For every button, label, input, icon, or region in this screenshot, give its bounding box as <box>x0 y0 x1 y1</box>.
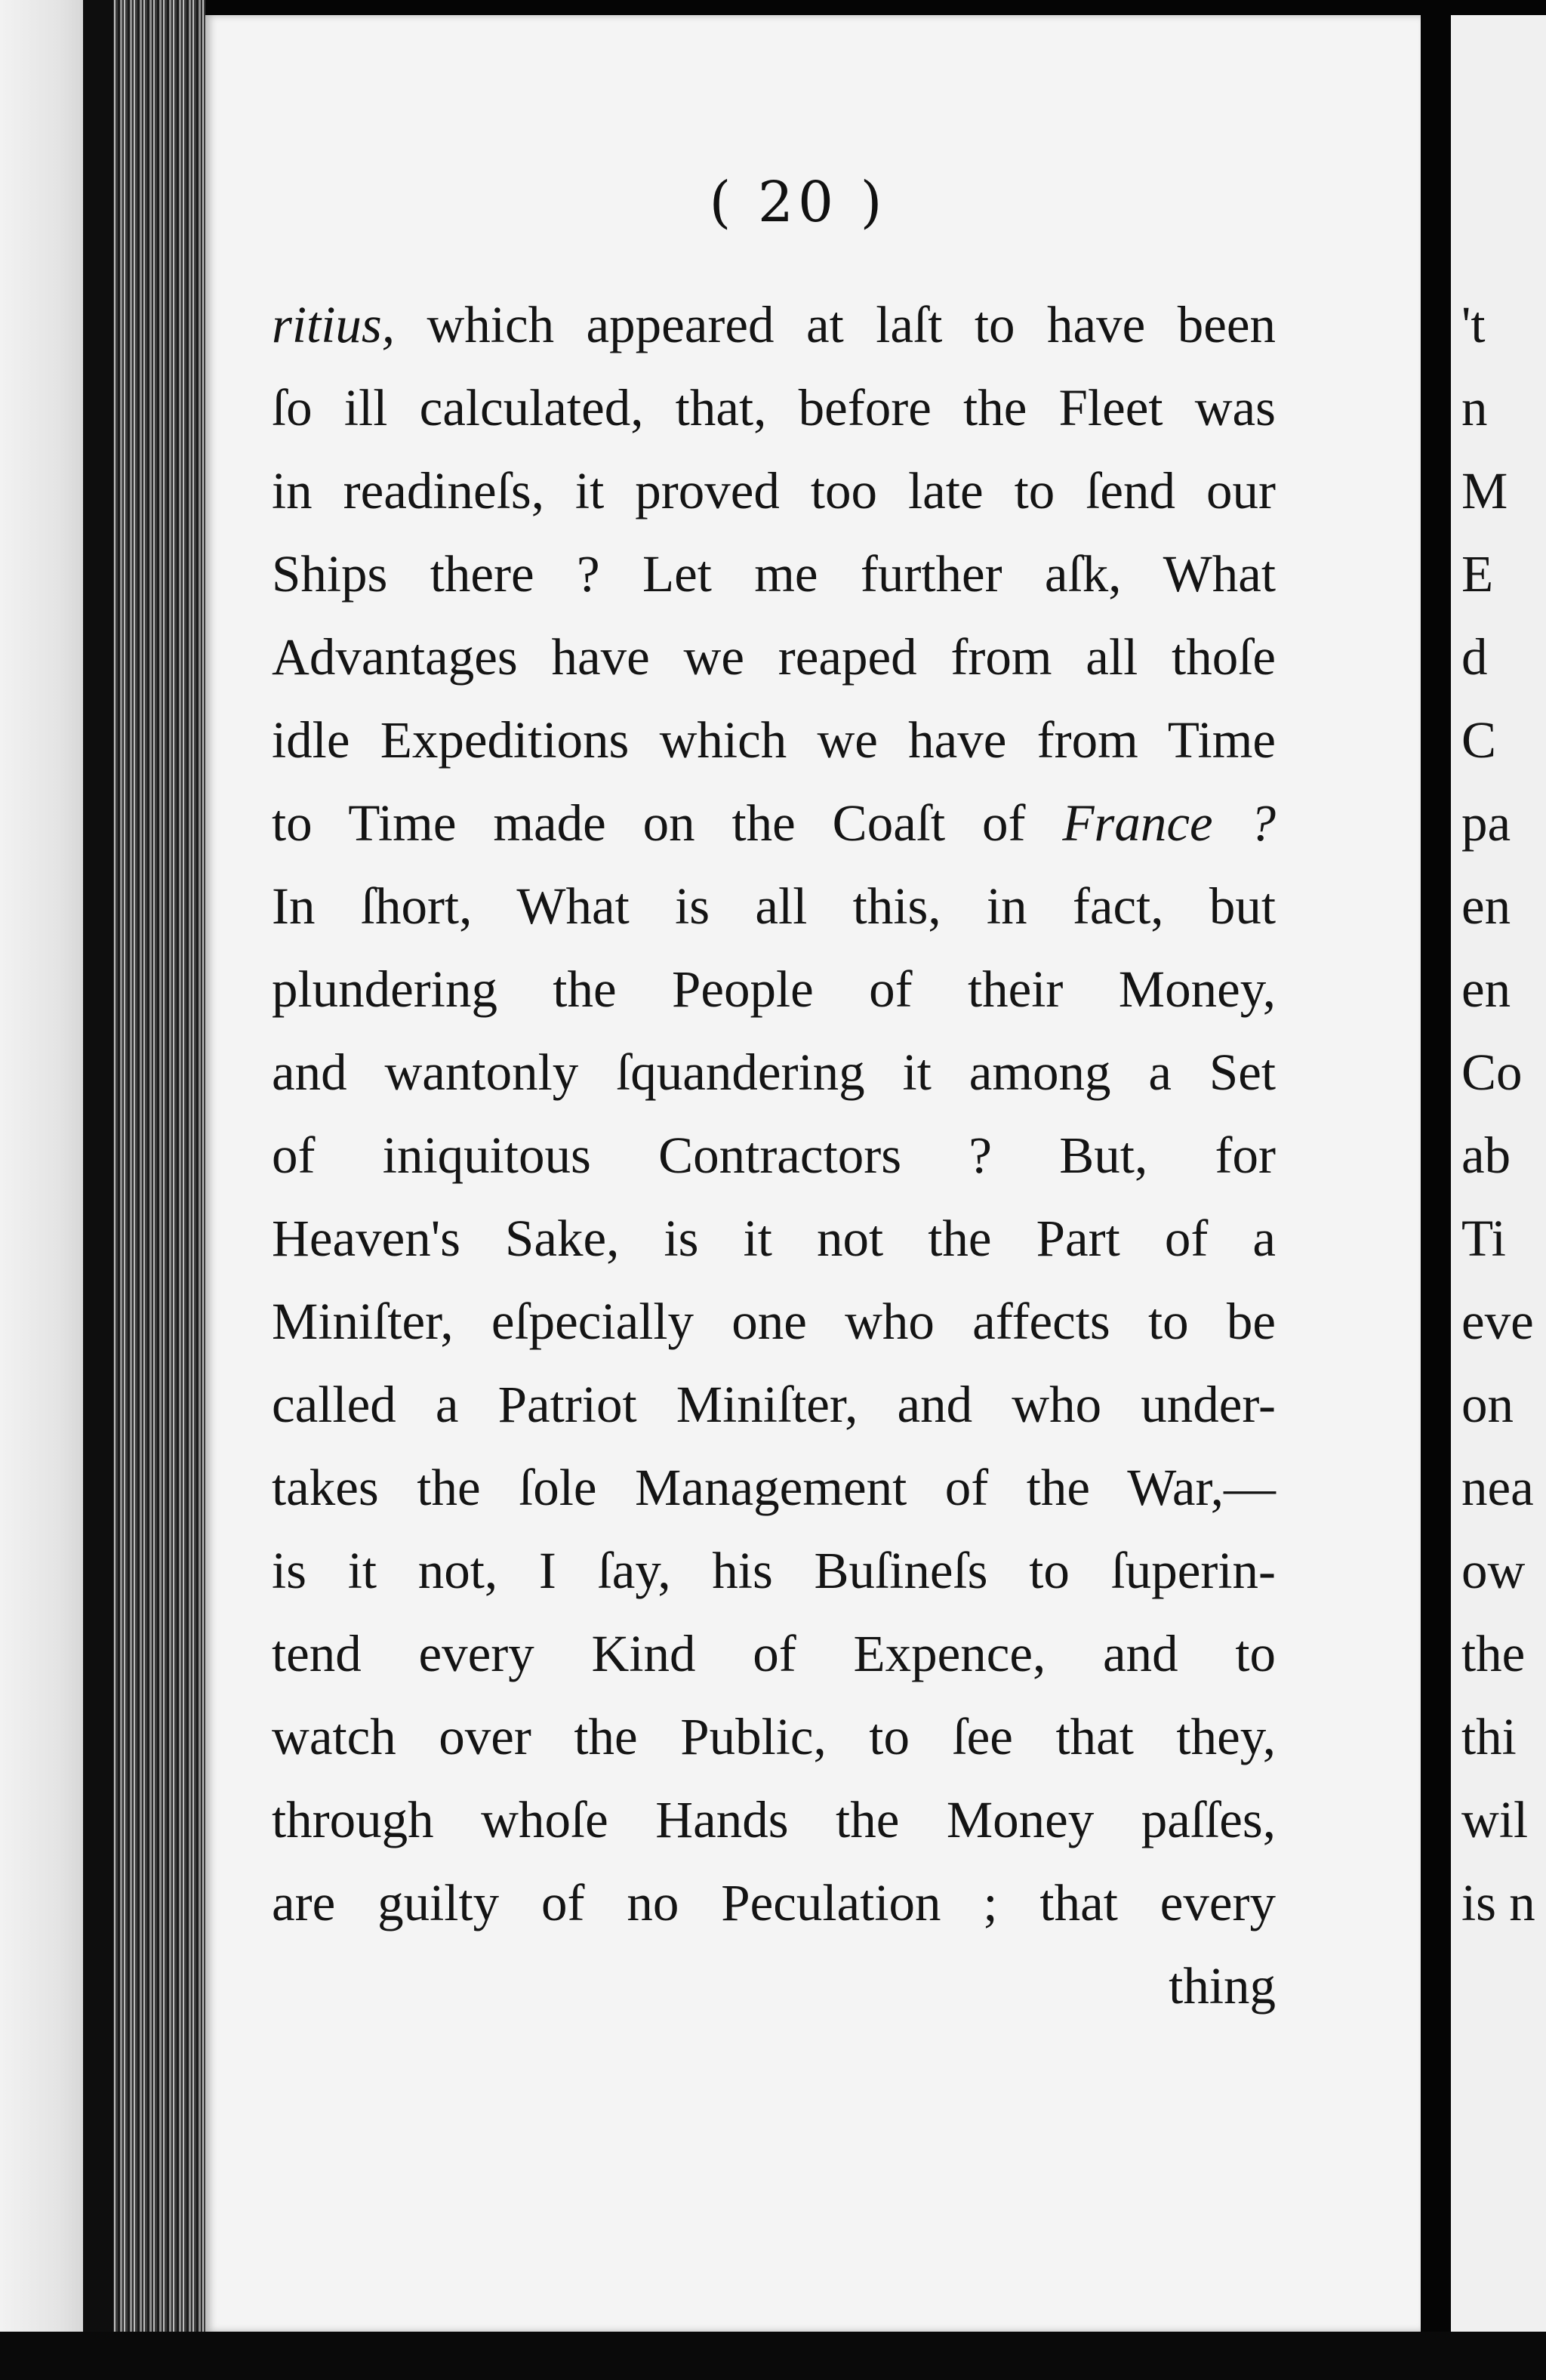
text-line-body: is it not, I ſay, his Buſineſs to ſuperin- <box>272 1542 1276 1599</box>
facing-line: Ti <box>1461 1210 1506 1267</box>
facing-line: wil <box>1461 1791 1529 1848</box>
text-line-body: tend every Kind of Expence, and to <box>272 1625 1276 1682</box>
text-line-body: which appeared at laſt to have been <box>394 296 1276 353</box>
text-line <box>272 1612 1276 1695</box>
text-line <box>272 1031 1276 1114</box>
text-line <box>272 1446 1276 1529</box>
facing-page-text <box>1461 283 1535 1944</box>
text-line <box>272 1114 1276 1197</box>
facing-line: M <box>1461 462 1508 519</box>
text-line <box>272 1695 1276 1778</box>
facing-line: n <box>1461 379 1488 436</box>
left-page <box>205 15 1421 2332</box>
text-line-body: In ſhort, What is all this, in fact, but <box>272 877 1276 935</box>
facing-line: eve <box>1461 1293 1534 1350</box>
right-page-fragment <box>1451 15 1546 2332</box>
facing-line: ab <box>1461 1127 1511 1184</box>
facing-line: 't <box>1461 296 1486 353</box>
text-line <box>272 283 1276 366</box>
scan-border <box>0 2332 1546 2380</box>
text-line-body: are guilty of no Peculation ; that every <box>272 1874 1276 1931</box>
text-line <box>272 865 1276 948</box>
text-line-body: through whoſe Hands the Money paſſes, <box>272 1791 1276 1848</box>
catchword: thing <box>1169 1957 1276 2015</box>
text-line <box>272 1363 1276 1446</box>
facing-line: the <box>1461 1625 1526 1682</box>
text-line <box>272 366 1276 449</box>
page-edges-shadow <box>83 0 113 2380</box>
text-line <box>272 1861 1276 1944</box>
text-line-body: Advantages have we reaped from all thoſe <box>272 628 1276 686</box>
text-line <box>272 1529 1276 1612</box>
facing-line: on <box>1461 1376 1514 1433</box>
text-line-body: called a Patriot Miniſter, and who under- <box>272 1376 1276 1433</box>
text-line <box>272 948 1276 1031</box>
text-line <box>272 1280 1276 1363</box>
book-gutter <box>1421 0 1451 2380</box>
text-line-body: and wantonly ſquandering it among a Set <box>272 1044 1276 1101</box>
text-line <box>272 1197 1276 1280</box>
text-line <box>272 532 1276 615</box>
facing-line: E <box>1461 545 1494 603</box>
text-line-body: Heaven's Sake, is it not the Part of a <box>272 1210 1276 1267</box>
text-line-body: idle Expeditions which we have from Time <box>272 711 1276 769</box>
text-line-body: watch over the Public, to ſee that they, <box>272 1708 1276 1765</box>
facing-line: en <box>1461 877 1511 935</box>
page-number: ( 20 ) <box>709 170 887 235</box>
text-line <box>272 698 1276 782</box>
facing-line: ow <box>1461 1542 1526 1599</box>
facing-line: d <box>1461 628 1488 686</box>
facing-line: C <box>1461 711 1497 769</box>
text-line <box>272 782 1276 865</box>
facing-line: is n <box>1461 1874 1535 1931</box>
text-line-body: of iniquitous Contractors ? But, for <box>272 1127 1276 1184</box>
body-text <box>272 283 1276 2027</box>
text-line-body: plundering the People of their Money, <box>272 960 1276 1018</box>
text-line-body: Ships there ? Let me further aſk, What <box>272 545 1276 603</box>
text-line <box>272 449 1276 532</box>
text-line <box>272 615 1276 698</box>
text-line-body: Miniſter, eſpecially one who affects to be <box>272 1293 1276 1350</box>
facing-line: thi <box>1461 1708 1517 1765</box>
facing-line: Co <box>1461 1044 1523 1101</box>
facing-line: nea <box>1461 1459 1534 1516</box>
text-line-italic: France ? <box>1062 794 1276 852</box>
text-line-body: takes the ſole Management of the War,— <box>272 1459 1276 1516</box>
facing-line: en <box>1461 960 1511 1018</box>
text-line-body: ſo ill calculated, that, before the Fleet was <box>272 379 1276 436</box>
text-line <box>272 1778 1276 1861</box>
text-line-body: in readineſs, it proved too late to ſend our <box>272 462 1276 519</box>
text-line-italic: ritius, <box>272 296 395 353</box>
text-line-body: to Time made on the Coaſt of <box>272 794 1063 852</box>
facing-line: pa <box>1461 794 1511 852</box>
